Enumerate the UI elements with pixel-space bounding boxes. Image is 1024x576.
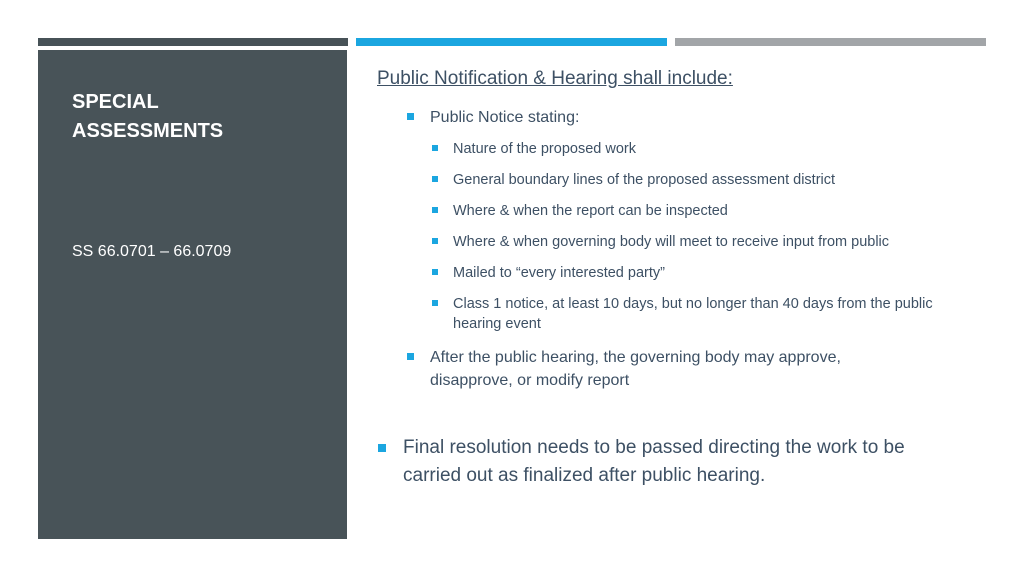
bullet-public-notice bbox=[430, 106, 950, 129]
bullet-text: Final resolution needs to be passed directing the work to be carried out as finalized after public hearing. bbox=[403, 437, 905, 486]
top-bar-gray bbox=[675, 38, 986, 46]
statute-reference: SS 66.0701 – 66.0709 bbox=[72, 243, 232, 260]
bullet-text: Public Notice stating: bbox=[430, 109, 580, 126]
bullet-text: Class 1 notice, at least 10 days, but no longer than 40 days from the public hearing event bbox=[453, 296, 933, 332]
sub-bullet bbox=[453, 201, 953, 221]
bullet-icon bbox=[432, 207, 438, 213]
bullet-icon bbox=[432, 145, 438, 151]
bullet-icon bbox=[432, 300, 438, 306]
sub-bullet bbox=[453, 232, 953, 252]
bullet-text: General boundary lines of the proposed assessment district bbox=[453, 172, 836, 188]
bullet-after-hearing bbox=[430, 346, 910, 392]
bullet-icon bbox=[432, 176, 438, 182]
bullet-icon bbox=[378, 444, 386, 452]
bullet-icon bbox=[407, 113, 414, 120]
slide-title: SPECIAL ASSESSMENTS bbox=[72, 91, 224, 142]
bullet-text: Where & when the report can be inspected bbox=[453, 203, 728, 219]
bullet-text: After the public hearing, the governing body may approve, disapprove, or modify report bbox=[430, 349, 841, 389]
bullet-text: Mailed to “every interested party” bbox=[453, 265, 665, 281]
sub-bullet bbox=[453, 263, 953, 283]
bullet-text: Where & when governing body will meet to receive input from public bbox=[453, 234, 890, 250]
sidebar-panel bbox=[38, 50, 347, 539]
sub-bullet bbox=[453, 170, 953, 190]
bullet-final-resolution bbox=[403, 434, 963, 490]
sub-bullet bbox=[453, 139, 953, 159]
content-heading: Public Notification & Hearing shall include: bbox=[377, 68, 733, 89]
top-bar-blue bbox=[356, 38, 667, 46]
sub-bullet bbox=[453, 294, 948, 334]
bullet-icon bbox=[432, 269, 438, 275]
bullet-icon bbox=[432, 238, 438, 244]
bullet-text: Nature of the proposed work bbox=[453, 141, 636, 157]
top-bar-dark bbox=[38, 38, 348, 46]
bullet-icon bbox=[407, 353, 414, 360]
